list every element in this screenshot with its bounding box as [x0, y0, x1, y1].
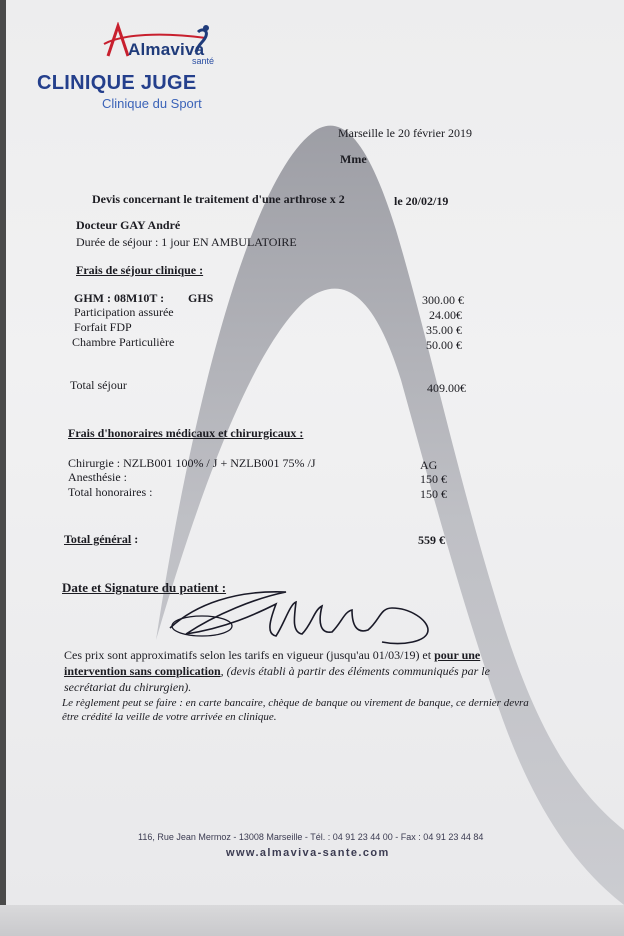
ghm-label: GHM : 08M10T : — [74, 291, 165, 305]
brand-subtitle: santé — [192, 56, 215, 66]
ghm-amount: 300.00 € — [422, 293, 464, 307]
anesthesie-label: Anesthésie : — [68, 470, 127, 484]
chambre-label: Chambre Particulière — [72, 335, 175, 349]
note-line-3: secrétariat du chirurgien). — [64, 680, 192, 694]
total-honoraires-amount: 150 € — [420, 487, 447, 501]
note-line-2b: , (devis établi à partir des éléments communiqués par le — [220, 664, 490, 678]
grand-total-label — [64, 532, 138, 547]
ghs-label: GHS — [188, 291, 214, 305]
note-line-5: être crédité la veille de votre arrivée en clinique. — [62, 711, 277, 723]
participation-amount: 24.00€ — [429, 308, 462, 322]
stay-fees-heading: Frais de séjour clinique : — [76, 263, 204, 277]
forfait-amount: 35.00 € — [426, 323, 462, 337]
note-line-2a: intervention sans complication — [64, 664, 221, 678]
chambre-amount: 50.00 € — [426, 338, 462, 352]
forfait-label: Forfait FDP — [74, 320, 132, 334]
grand-total-text: Total général — [64, 532, 132, 546]
clinic-name: CLINIQUE JUGE — [37, 72, 197, 94]
doctor-name: Docteur GAY André — [76, 218, 181, 232]
page-bottom-edge — [0, 905, 624, 936]
chirurgie-amount: AG — [420, 458, 438, 472]
background-swoosh — [6, 0, 624, 905]
note-line-1a: Ces prix sont approximatifs selon les tarifs en vigueur (jusqu'au 01/03/19) et — [64, 648, 435, 662]
subject: Devis concernant le traitement d'une arthrose x 2 — [92, 192, 345, 206]
clinic-subtitle: Clinique du Sport — [102, 96, 202, 111]
note-line-4: Le règlement peut se faire : en carte bancaire, chèque de banque ou virement de banque, ce dernier devra — [62, 697, 529, 709]
note-line-1b: pour une — [434, 648, 481, 662]
chirurgie-label: Chirurgie : NZLB001 100% / J + NZLB001 75% /J — [68, 456, 316, 470]
note-line-2 — [64, 664, 490, 679]
signature-label: Date et Signature du patient : — [62, 580, 227, 595]
grand-total-colon: : — [131, 532, 139, 546]
anesthesie-amount: 150 € — [420, 472, 447, 486]
patient-signature — [166, 584, 446, 650]
fees-heading: Frais d'honoraires médicaux et chirurgicaux : — [68, 426, 304, 440]
subject-date: le 20/02/19 — [394, 194, 449, 208]
note-line-1 — [64, 648, 480, 663]
footer-address: 116, Rue Jean Mermoz - 13008 Marseille - Tél. : 04 91 23 44 00 - Fax : 04 91 23 44 84 — [138, 832, 484, 842]
total-sejour-label: Total séjour — [70, 378, 127, 392]
total-sejour-amount: 409.00€ — [427, 381, 466, 395]
total-honoraires-label: Total honoraires : — [68, 485, 153, 499]
grand-total-amount: 559 € — [418, 533, 445, 547]
salutation: Mme — [340, 152, 367, 166]
stay-duration: Durée de séjour : 1 jour EN AMBULATOIRE — [76, 235, 297, 249]
document-page — [6, 0, 624, 905]
footer-website: www.almaviva-sante.com — [226, 847, 390, 859]
brand-name: Almaviva — [128, 40, 205, 59]
participation-label: Participation assurée — [74, 305, 174, 319]
place-date: Marseille le 20 février 2019 — [338, 126, 472, 140]
